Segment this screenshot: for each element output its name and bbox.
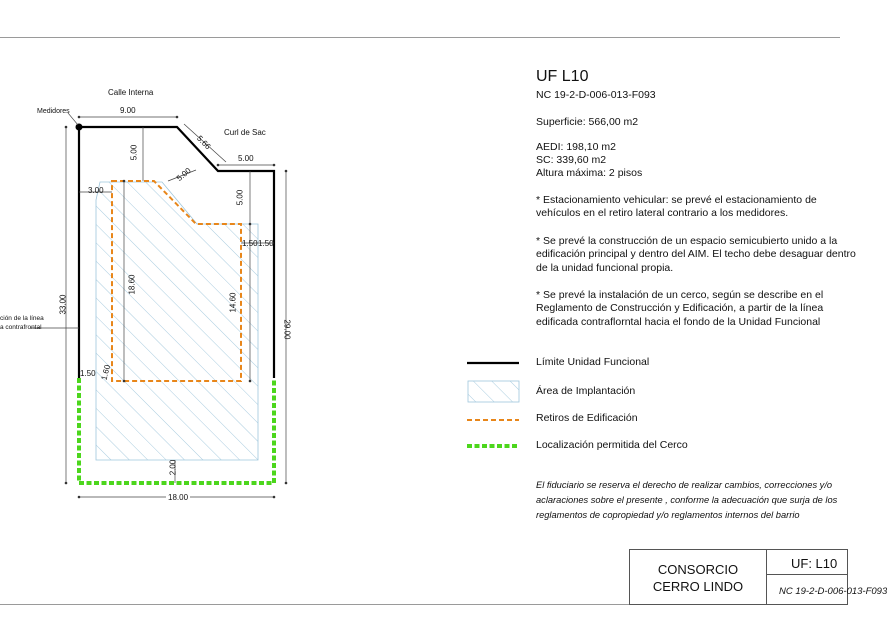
- lot-aedi: AEDI: 198,10 m2: [536, 141, 616, 153]
- company-name-line-2: CERRO LINDO: [652, 579, 744, 594]
- title-block-uf: UF: L10: [791, 556, 838, 571]
- dim-setback-top: 5.00: [129, 144, 139, 161]
- note-estacionamiento: * Estacionamiento vehicular: se prevé el estacionamiento de vehículos en el retiro lateral contrario a los medidores.: [536, 194, 817, 220]
- legend-cerco-label: Localización permitida del Cerco: [536, 439, 688, 451]
- lot-nc: NC 19-2-D-006-013-F093: [536, 89, 656, 101]
- company-name-line-1: CONSORCIO: [657, 562, 739, 577]
- dim-left-total: 33.00: [58, 294, 68, 315]
- street-top-label: Calle Interna: [108, 88, 154, 97]
- legend-limite-label: Límite Unidad Funcional: [536, 356, 650, 368]
- title-block-lot: [766, 549, 887, 605]
- dim-bottom-width: 18.00: [168, 493, 189, 502]
- lot-sc: SC: 339,60 m2: [536, 154, 607, 166]
- title-block-company: [629, 549, 767, 605]
- note-semicubierto: * Se prevé la construcción de un espacio semicubierto unido a la edificación principal y dentro del AIM. El techo debe desaguar dentro de la unidad funcional propia.: [536, 235, 856, 274]
- dim-setback-diag: 5.00: [174, 166, 193, 183]
- dim-inner-right-height: 14.60: [228, 292, 238, 313]
- dim-setback-side-b: 1.50: [258, 239, 274, 248]
- lot-altura: Altura máxima: 2 pisos: [536, 167, 643, 179]
- dim-bottom-gap-small: 1.60: [99, 363, 113, 382]
- dim-setback-left: 3.00: [88, 186, 104, 195]
- dim-left-bottom-gap: 1.50: [80, 369, 96, 378]
- dim-bottom-gap: 2.00: [168, 459, 178, 476]
- side-note-line-2: a contrafrontal: [0, 324, 42, 331]
- medidores-marker: [76, 124, 83, 131]
- lot-title: UF L10: [536, 68, 589, 85]
- side-note-line-1: ción de la línea: [0, 315, 44, 322]
- dim-setback-side-a: 1.50: [242, 239, 258, 248]
- dim-inner-left-height: 18.60: [127, 274, 137, 295]
- legend-area-symbol: [468, 381, 519, 402]
- title-block-divider: [767, 574, 847, 575]
- dim-right-total: 29.00: [282, 319, 292, 340]
- dim-top-width: 9.00: [120, 106, 136, 115]
- medidores-label: Medidores: [37, 108, 70, 115]
- note-cerco: * Se prevé la instalación de un cerco, según se describe en el Reglamento de Construcción y Edificación, a partir de la línea edificada contraflorntal hacia el fondo de la Unidad Funcional: [536, 289, 824, 328]
- title-block-nc: NC 19-2-D-006-013-F093: [779, 586, 887, 597]
- lot-superficie: Superficie: 566,00 m2: [536, 116, 639, 128]
- legend-area-label: Área de Implantación: [536, 385, 636, 397]
- disclaimer: El fiduciario se reserva el derecho de realizar cambios, correcciones y/o aclaraciones sobre el presente , conforme la adecuación que surja de los reglamentos de copropiedad y/o reglamentos internos del barrio: [536, 480, 838, 520]
- legend-retiros-label: Retiros de Edificación: [536, 412, 638, 424]
- dim-setback-right-top: 5.00: [235, 189, 245, 206]
- street-right-label: Curl de Sac: [224, 128, 266, 137]
- dim-right-top: 5.00: [238, 154, 254, 163]
- dim-chamfer: 5.66: [195, 133, 213, 152]
